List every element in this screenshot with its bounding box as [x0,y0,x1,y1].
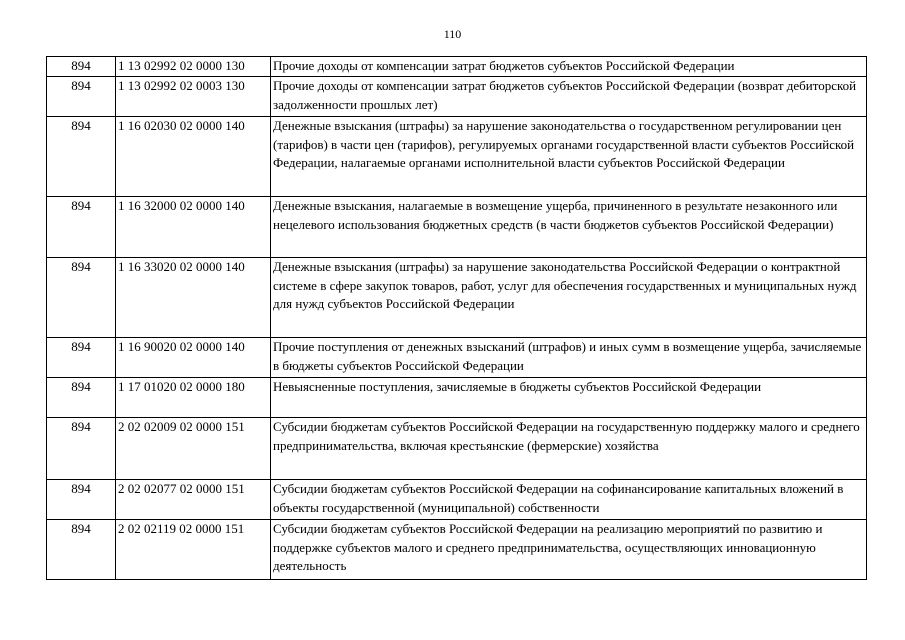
admin-code-cell: 894 [47,258,116,338]
admin-code-cell: 894 [47,378,116,418]
table-row [47,57,867,77]
table-row [47,378,867,418]
table-row [47,338,867,378]
revenue-name-cell: Субсидии бюджетам субъектов Российской Федерации на реализацию мероприятий по развитию и поддержке субъектов малого и среднего предпринимательства, осуществляющих инновационную деятельность [271,520,867,580]
admin-code-cell: 894 [47,197,116,258]
admin-code-cell: 894 [47,338,116,378]
table-row [47,117,867,197]
revenue-name-cell: Субсидии бюджетам субъектов Российской Федерации на софинансирование капитальных вложений в объекты государственной (муниципальной) собственности [271,480,867,520]
table-row [47,197,867,258]
budget-code-cell: 2 02 02009 02 0000 151 [116,418,271,480]
budget-code-cell: 1 16 32000 02 0000 140 [116,197,271,258]
admin-code-cell: 894 [47,57,116,77]
admin-code-cell: 894 [47,77,116,117]
budget-code-cell: 1 16 90020 02 0000 140 [116,338,271,378]
revenue-name-cell: Денежные взыскания (штрафы) за нарушение законодательства Российской Федерации о контрактной системе в сфере закупок товаров, работ, услуг для обеспечения государственных и муниципальных нужд для нужд субъектов Российской Федерации [271,258,867,338]
revenue-name-cell: Денежные взыскания, налагаемые в возмещение ущерба, причиненного в результате незаконного или нецелевого использования бюджетных средств (в части бюджетов субъектов Российской Федерации) [271,197,867,258]
revenue-name-cell: Денежные взыскания (штрафы) за нарушение законодательства о государственном регулировании цен (тарифов) в части цен (тарифов), регулируемых органами государственной власти субъектов Российской Федерации, налагаемые органами исполнительной власти субъектов Российской Федерации [271,117,867,197]
budget-code-cell: 2 02 02077 02 0000 151 [116,480,271,520]
revenue-codes-table [46,56,867,580]
table-row [47,418,867,480]
page-number: 110 [443,27,462,41]
admin-code-cell: 894 [47,117,116,197]
admin-code-cell: 894 [47,418,116,480]
budget-code-cell: 1 13 02992 02 0000 130 [116,57,271,77]
table-row [47,258,867,338]
budget-code-cell: 1 16 33020 02 0000 140 [116,258,271,338]
table-row [47,480,867,520]
budget-code-cell: 1 17 01020 02 0000 180 [116,378,271,418]
admin-code-cell: 894 [47,480,116,520]
revenue-name-cell: Прочие доходы от компенсации затрат бюджетов субъектов Российской Федерации (возврат дебиторской задолженности прошлых лет) [271,77,867,117]
budget-code-cell: 1 16 02030 02 0000 140 [116,117,271,197]
table-row [47,77,867,117]
budget-code-cell: 2 02 02119 02 0000 151 [116,520,271,580]
admin-code-cell: 894 [47,520,116,580]
revenue-name-cell: Невыясненные поступления, зачисляемые в бюджеты субъектов Российской Федерации [271,378,867,418]
budget-code-cell: 1 13 02992 02 0003 130 [116,77,271,117]
revenue-name-cell: Прочие доходы от компенсации затрат бюджетов субъектов Российской Федерации [271,57,867,77]
table-row [47,520,867,580]
revenue-name-cell: Прочие поступления от денежных взысканий (штрафов) и иных сумм в возмещение ущерба, зачисляемые в бюджеты субъектов Российской Федерации [271,338,867,378]
revenue-name-cell: Субсидии бюджетам субъектов Российской Федерации на государственную поддержку малого и среднего предпринимательства, включая крестьянские (фермерские) хозяйства [271,418,867,480]
